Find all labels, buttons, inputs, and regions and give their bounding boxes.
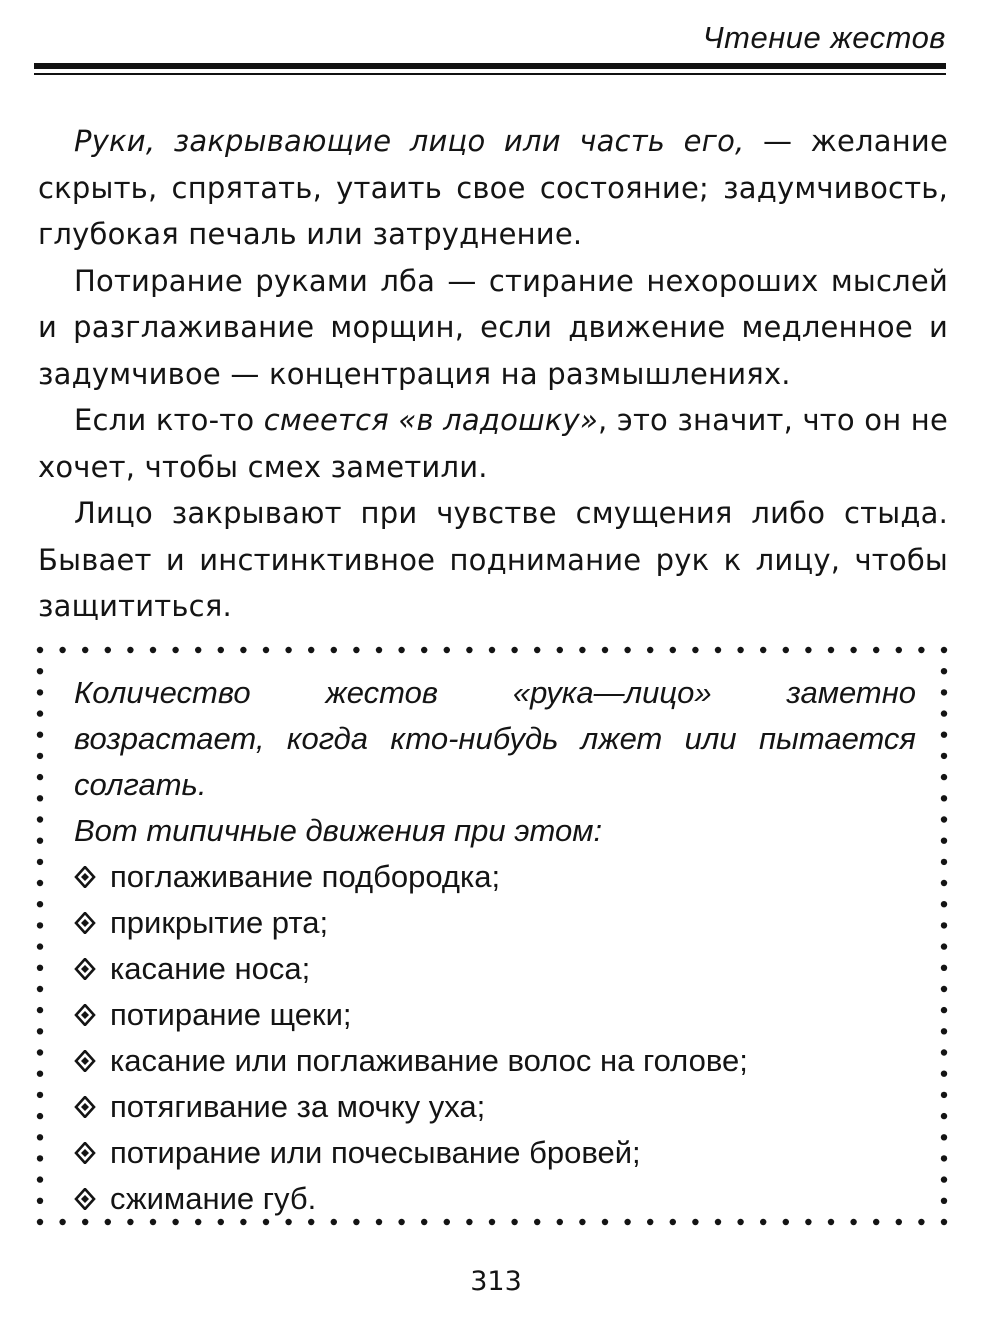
frame-dot: [624, 647, 630, 653]
frame-dot: [511, 647, 517, 653]
page-number: 313: [470, 1266, 522, 1297]
frame-dot: [37, 1049, 43, 1055]
frame-dot: [941, 943, 947, 949]
frame-dot: [534, 647, 540, 653]
frame-dot: [941, 1219, 947, 1225]
frame-dot: [37, 1155, 43, 1161]
frame-dot: [760, 647, 766, 653]
paragraph-3-italic: смеется «в ладошку»: [263, 403, 598, 437]
frame-dot: [398, 647, 404, 653]
frame-dot: [941, 965, 947, 971]
frame-dot: [941, 901, 947, 907]
frame-dot: [941, 1049, 947, 1055]
callout-box: [74, 670, 916, 1222]
frame-dot: [466, 647, 472, 653]
frame-dot: [240, 647, 246, 653]
frame-dot: [37, 795, 43, 801]
frame-dot: [421, 647, 427, 653]
paragraph-3: [38, 397, 948, 490]
frame-dot: [331, 647, 337, 653]
callout-intro: Количество жестов «рука—лицо» заметно возрастает, когда кто-нибудь лжет или пытается солгать.: [74, 675, 916, 802]
frame-dot: [37, 901, 43, 907]
frame-dot: [941, 859, 947, 865]
frame-dot: [941, 922, 947, 928]
list-item: [74, 1130, 916, 1176]
list-item: [74, 854, 916, 900]
frame-dot: [218, 647, 224, 653]
frame-dot: [602, 647, 608, 653]
frame-dot: [941, 689, 947, 695]
frame-dot: [172, 647, 178, 653]
frame-dot: [37, 922, 43, 928]
main-text: [38, 118, 948, 630]
callout-lead: Вот типичные движения при этом:: [74, 813, 603, 848]
paragraph-4: Лицо закрывают при чувстве смущения либо стыда. Бывает и инстинктивное поднимание рук к лицу, чтобы защититься.: [38, 496, 948, 623]
frame-dot: [37, 647, 43, 653]
diamond-bullet-icon: [74, 1142, 110, 1164]
frame-dot: [941, 1198, 947, 1204]
frame-dot: [105, 647, 111, 653]
frame-dot: [37, 943, 43, 949]
list-item-text: касание носа;: [110, 951, 311, 986]
list-item-text: прикрытие рта;: [110, 905, 329, 940]
frame-dot: [941, 668, 947, 674]
frame-dot: [353, 647, 359, 653]
list-item-text: поглаживание подбородка;: [110, 859, 501, 894]
frame-dot: [376, 647, 382, 653]
frame-dot: [37, 880, 43, 886]
frame-dot: [918, 1219, 924, 1225]
frame-dot: [37, 1092, 43, 1098]
frame-dot: [941, 1134, 947, 1140]
list-item-text: касание или поглаживание волос на голове;: [110, 1043, 748, 1078]
list-item: [74, 900, 916, 946]
frame-dot: [941, 816, 947, 822]
frame-dot: [941, 1071, 947, 1077]
frame-dot: [37, 1028, 43, 1034]
frame-dot: [444, 647, 450, 653]
frame-dot: [37, 732, 43, 738]
frame-dot: [37, 1198, 43, 1204]
frame-dot: [489, 647, 495, 653]
list-item: [74, 1084, 916, 1130]
frame-dot: [59, 1219, 65, 1225]
frame-dot: [37, 689, 43, 695]
diamond-bullet-icon: [74, 1188, 110, 1210]
header-rule-thick: [34, 63, 946, 69]
frame-dot: [941, 1176, 947, 1182]
frame-dot: [941, 795, 947, 801]
list-item: [74, 1176, 916, 1222]
paragraph-3-before: Если кто-то: [74, 403, 264, 437]
frame-dot: [37, 1134, 43, 1140]
frame-dot: [941, 838, 947, 844]
frame-dot: [941, 710, 947, 716]
frame-dot: [82, 647, 88, 653]
paragraph-3-after: , это значит, что он не хочет, чтобы смех заметили.: [38, 403, 948, 484]
frame-dot: [692, 647, 698, 653]
frame-dot: [715, 647, 721, 653]
frame-dot: [127, 647, 133, 653]
frame-dot: [647, 647, 653, 653]
frame-dot: [941, 732, 947, 738]
frame-dot: [59, 647, 65, 653]
frame-dot: [850, 647, 856, 653]
paragraph-1-rest: — желание скрыть, спрятать, утаить свое состояние; задумчивость, глубокая печаль или затруднение.: [38, 124, 948, 251]
frame-dot: [941, 774, 947, 780]
frame-dot: [37, 1176, 43, 1182]
frame-dot: [37, 1071, 43, 1077]
frame-dot: [828, 647, 834, 653]
gesture-list: [74, 854, 916, 1222]
diamond-bullet-icon: [74, 958, 110, 980]
diamond-bullet-icon: [74, 1004, 110, 1026]
frame-dot: [195, 647, 201, 653]
header-rule-thin: [34, 73, 946, 75]
frame-dot: [805, 647, 811, 653]
paragraph-1-italic: Руки, закрывающие лицо или часть его,: [74, 124, 745, 158]
running-title: Чтение жестов: [702, 20, 946, 55]
list-item: [74, 992, 916, 1038]
diamond-bullet-icon: [74, 1096, 110, 1118]
frame-dot: [37, 753, 43, 759]
frame-dot: [783, 647, 789, 653]
frame-dot: [941, 1028, 947, 1034]
frame-dot: [557, 647, 563, 653]
frame-dot: [941, 647, 947, 653]
frame-dot: [37, 774, 43, 780]
frame-dot: [941, 753, 947, 759]
frame-dot: [37, 668, 43, 674]
frame-dot: [150, 647, 156, 653]
frame-dot: [37, 838, 43, 844]
frame-dot: [941, 1113, 947, 1119]
frame-dot: [263, 647, 269, 653]
frame-dot: [37, 1113, 43, 1119]
frame-dot: [670, 647, 676, 653]
list-item-text: потягивание за мочку уха;: [110, 1089, 486, 1124]
list-item: [74, 1038, 916, 1084]
frame-dot: [896, 647, 902, 653]
paragraph-2: Потирание руками лба — стирание нехороших мыслей и разглаживание морщин, если движение медленное и задумчивое — концентрация на размышлениях.: [38, 263, 948, 391]
list-item-text: потирание или почесывание бровей;: [110, 1135, 641, 1170]
frame-dot: [308, 647, 314, 653]
diamond-bullet-icon: [74, 912, 110, 934]
frame-dot: [285, 647, 291, 653]
frame-dot: [37, 965, 43, 971]
diamond-bullet-icon: [74, 866, 110, 888]
diamond-bullet-icon: [74, 1050, 110, 1072]
frame-dot: [37, 859, 43, 865]
frame-dot: [37, 816, 43, 822]
list-item-text: потирание щеки;: [110, 997, 352, 1032]
frame-dot: [37, 710, 43, 716]
frame-dot: [873, 647, 879, 653]
frame-dot: [941, 986, 947, 992]
frame-dot: [737, 647, 743, 653]
frame-dot: [941, 1007, 947, 1013]
frame-dot: [37, 1007, 43, 1013]
frame-dot: [941, 1155, 947, 1161]
frame-dot: [579, 647, 585, 653]
list-item: [74, 946, 916, 992]
frame-dot: [941, 1092, 947, 1098]
frame-dot: [941, 880, 947, 886]
list-item-text: сжимание губ.: [110, 1181, 317, 1216]
frame-dot: [37, 1219, 43, 1225]
frame-dot: [37, 986, 43, 992]
frame-dot: [918, 647, 924, 653]
paragraph-1: [38, 118, 948, 258]
